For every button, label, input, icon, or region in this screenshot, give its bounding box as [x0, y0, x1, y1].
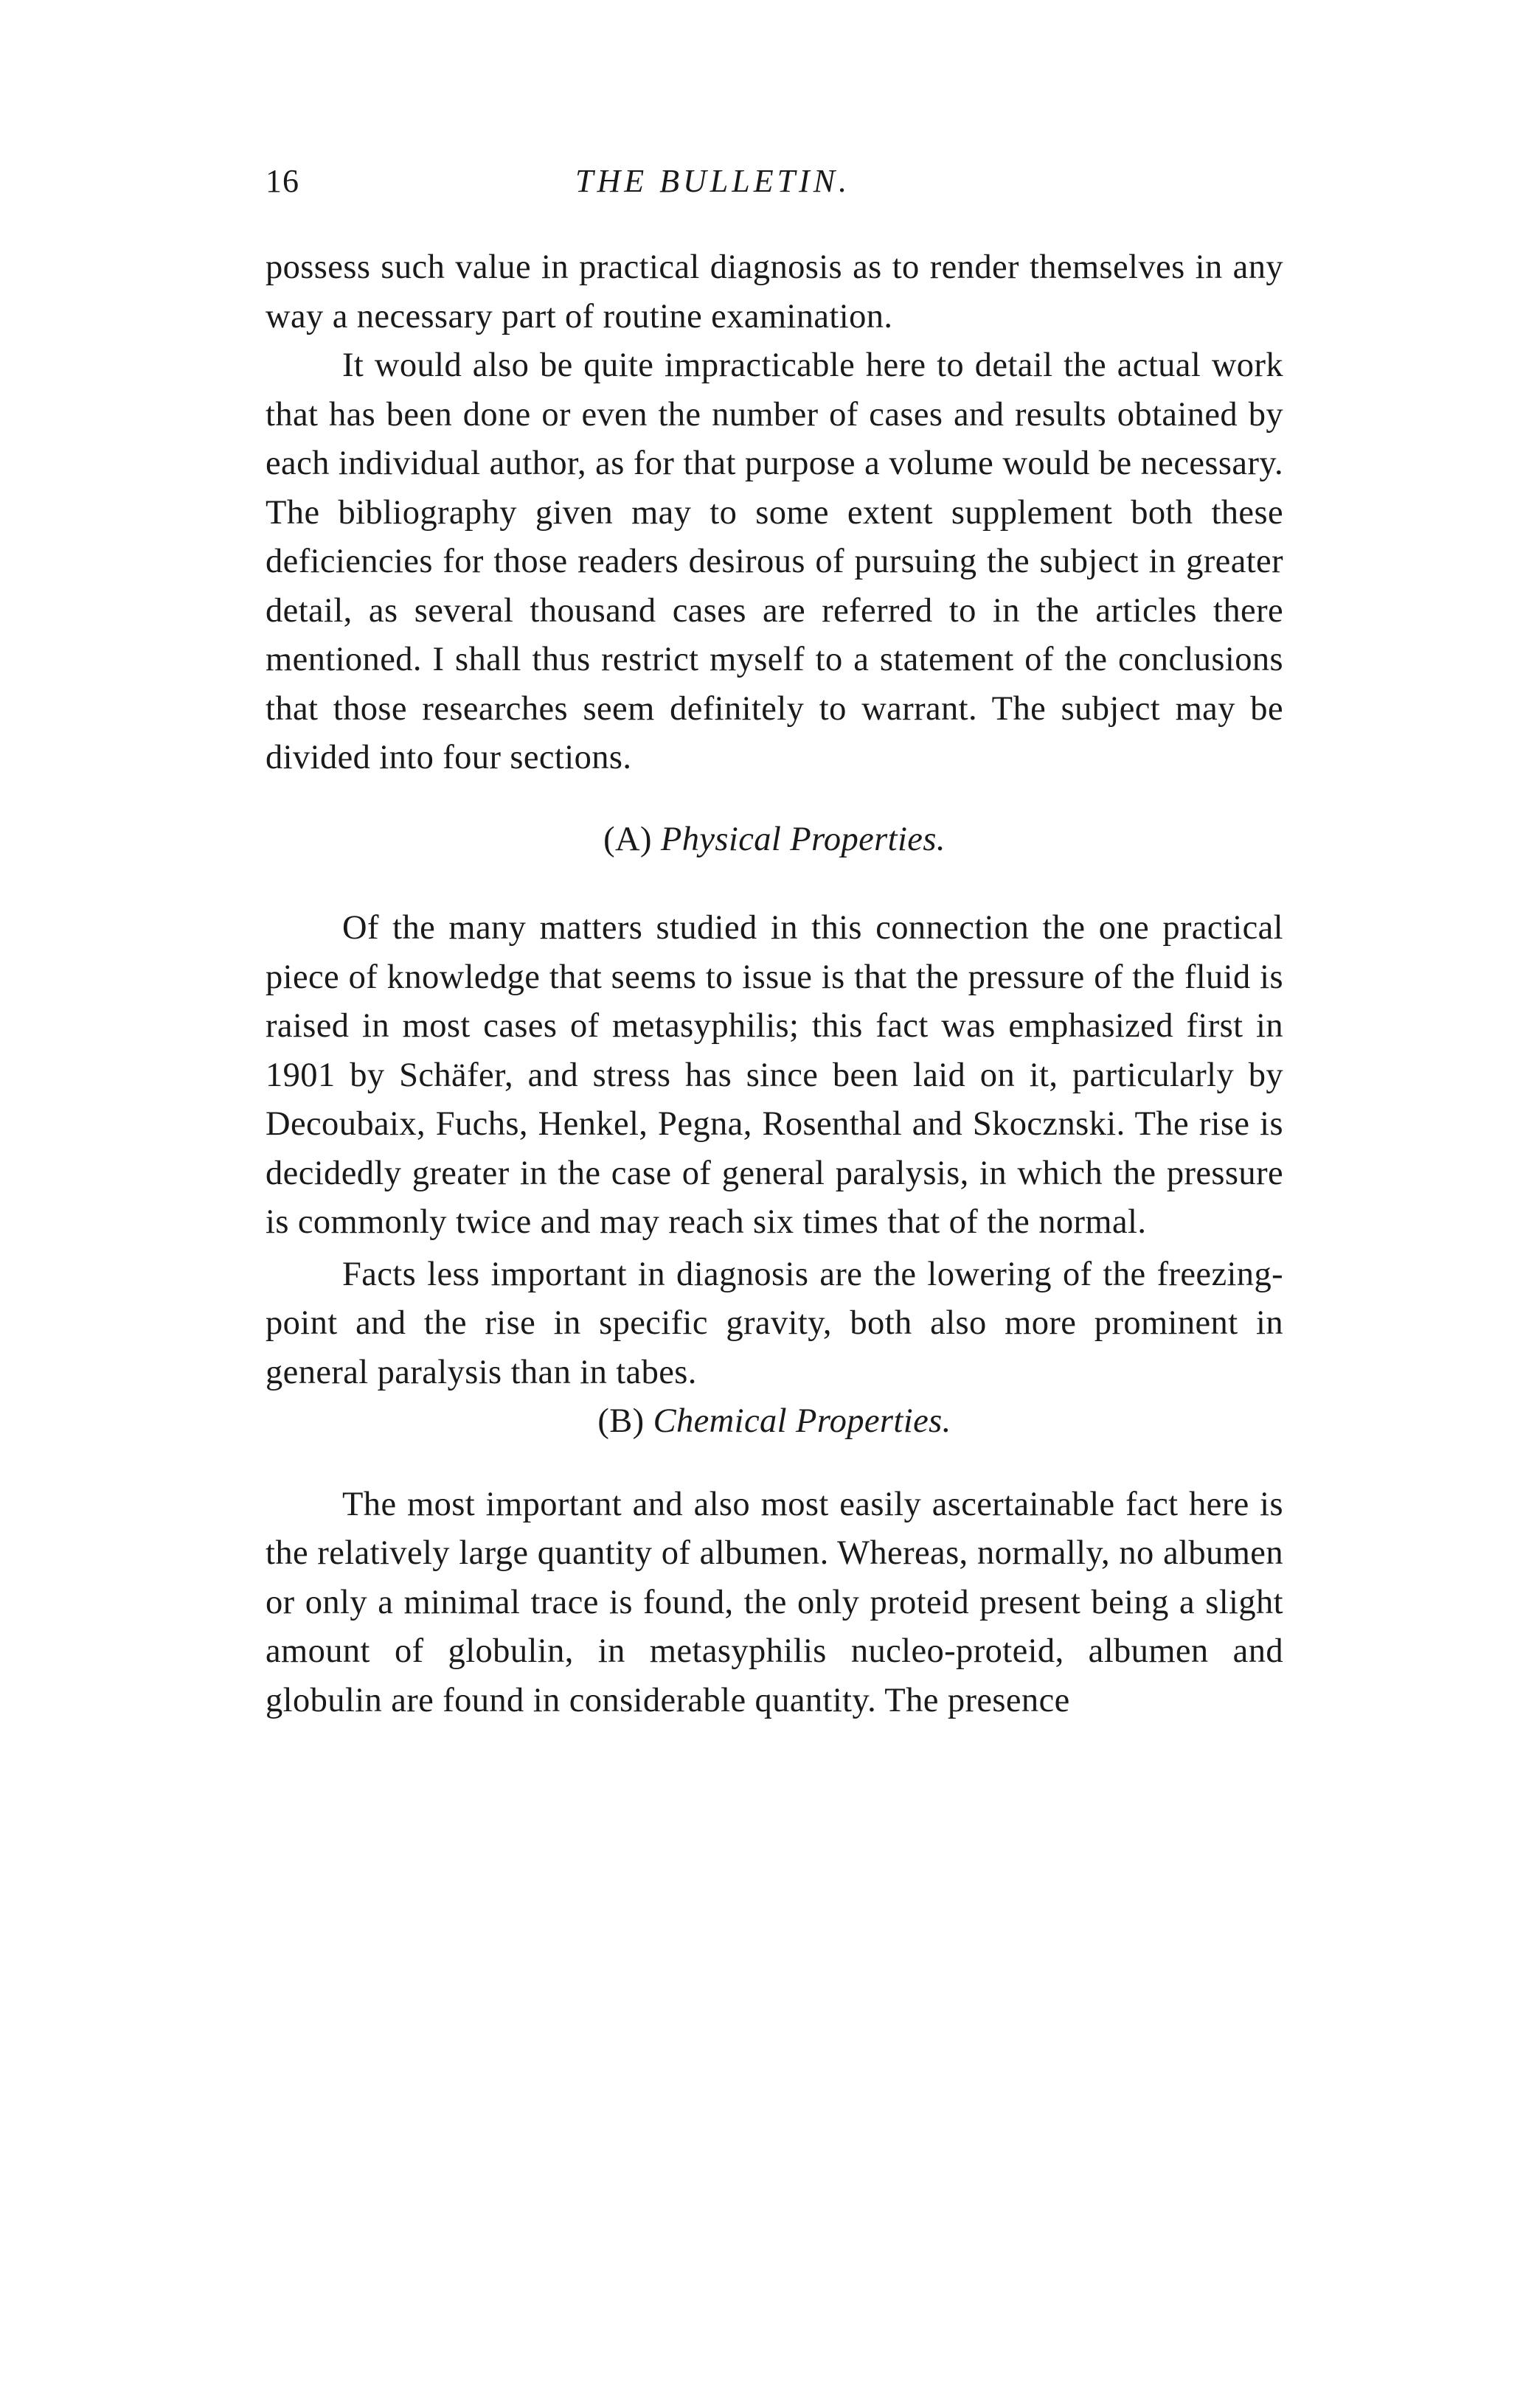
- paragraph-continuation: possess such value in practical diagnosis as to render themselves in any way a necessary part of routine examination.: [266, 248, 1283, 335]
- paragraph-physical-facts: Facts less important in diagnosis are the lowering of the freezing-point and the rise in specific gravity, both also more prominent in general paralysis than in tabes.: [266, 1255, 1283, 1391]
- running-head: THE BULLETIN.: [575, 163, 851, 199]
- section-title-physical-properties: Physical Properties.: [660, 820, 946, 858]
- section-title-chemical-properties: Chemical Properties.: [653, 1402, 951, 1440]
- section-heading-chemical: [266, 1397, 1283, 1447]
- paragraph-introduction: It would also be quite impracticable here to detail the actual work that has been done or even the number of cases and results obtained by each individual author, as for that purpose a volume would be necessary. The bibliography given may to some extent supplement both these deficiencies for those readers desirous of pursuing the subject in greater detail, as several thousand cases are referred to in the articles there mentioned. I shall thus restrict myself to a statement of the conclusions that those researches seem definitely to warrant. The subject may be divided into four sections.: [266, 347, 1283, 776]
- paragraph-physical-pressure: Of the many matters studied in this connection the one practical piece of knowledge that seems to issue is that the pressure of the fluid is raised in most cases of metasyphilis; this fact was emphasized first in 1901 by Schäfer, and stress has since been laid on it, particularly by Decoubaix, Fuchs, Henkel, Pegna, Rosenthal and Skocznski. The rise is decidedly greater in the case of general paralysis, in which the pressure is commonly twice and may reach six times that of the normal.: [266, 909, 1283, 1241]
- paragraph-chemical-albumen: The most important and also most easily ascertainable fact here is the relatively large quantity of albumen. Whereas, normally, no albumen or only a minimal trace is found, the only proteid present being a slight amount of globulin, in metasyphilis nucleo-proteid, albumen and globulin are found in considerable quantity. The presence: [266, 1485, 1283, 1719]
- section-label-b: (B): [597, 1402, 645, 1440]
- section-label-a: (A): [603, 820, 652, 858]
- page-header: [266, 162, 1283, 214]
- body-text: [266, 243, 1283, 1725]
- page-number: 16: [266, 163, 299, 199]
- document-page: [266, 162, 1283, 1725]
- section-heading-physical: [266, 815, 1283, 865]
